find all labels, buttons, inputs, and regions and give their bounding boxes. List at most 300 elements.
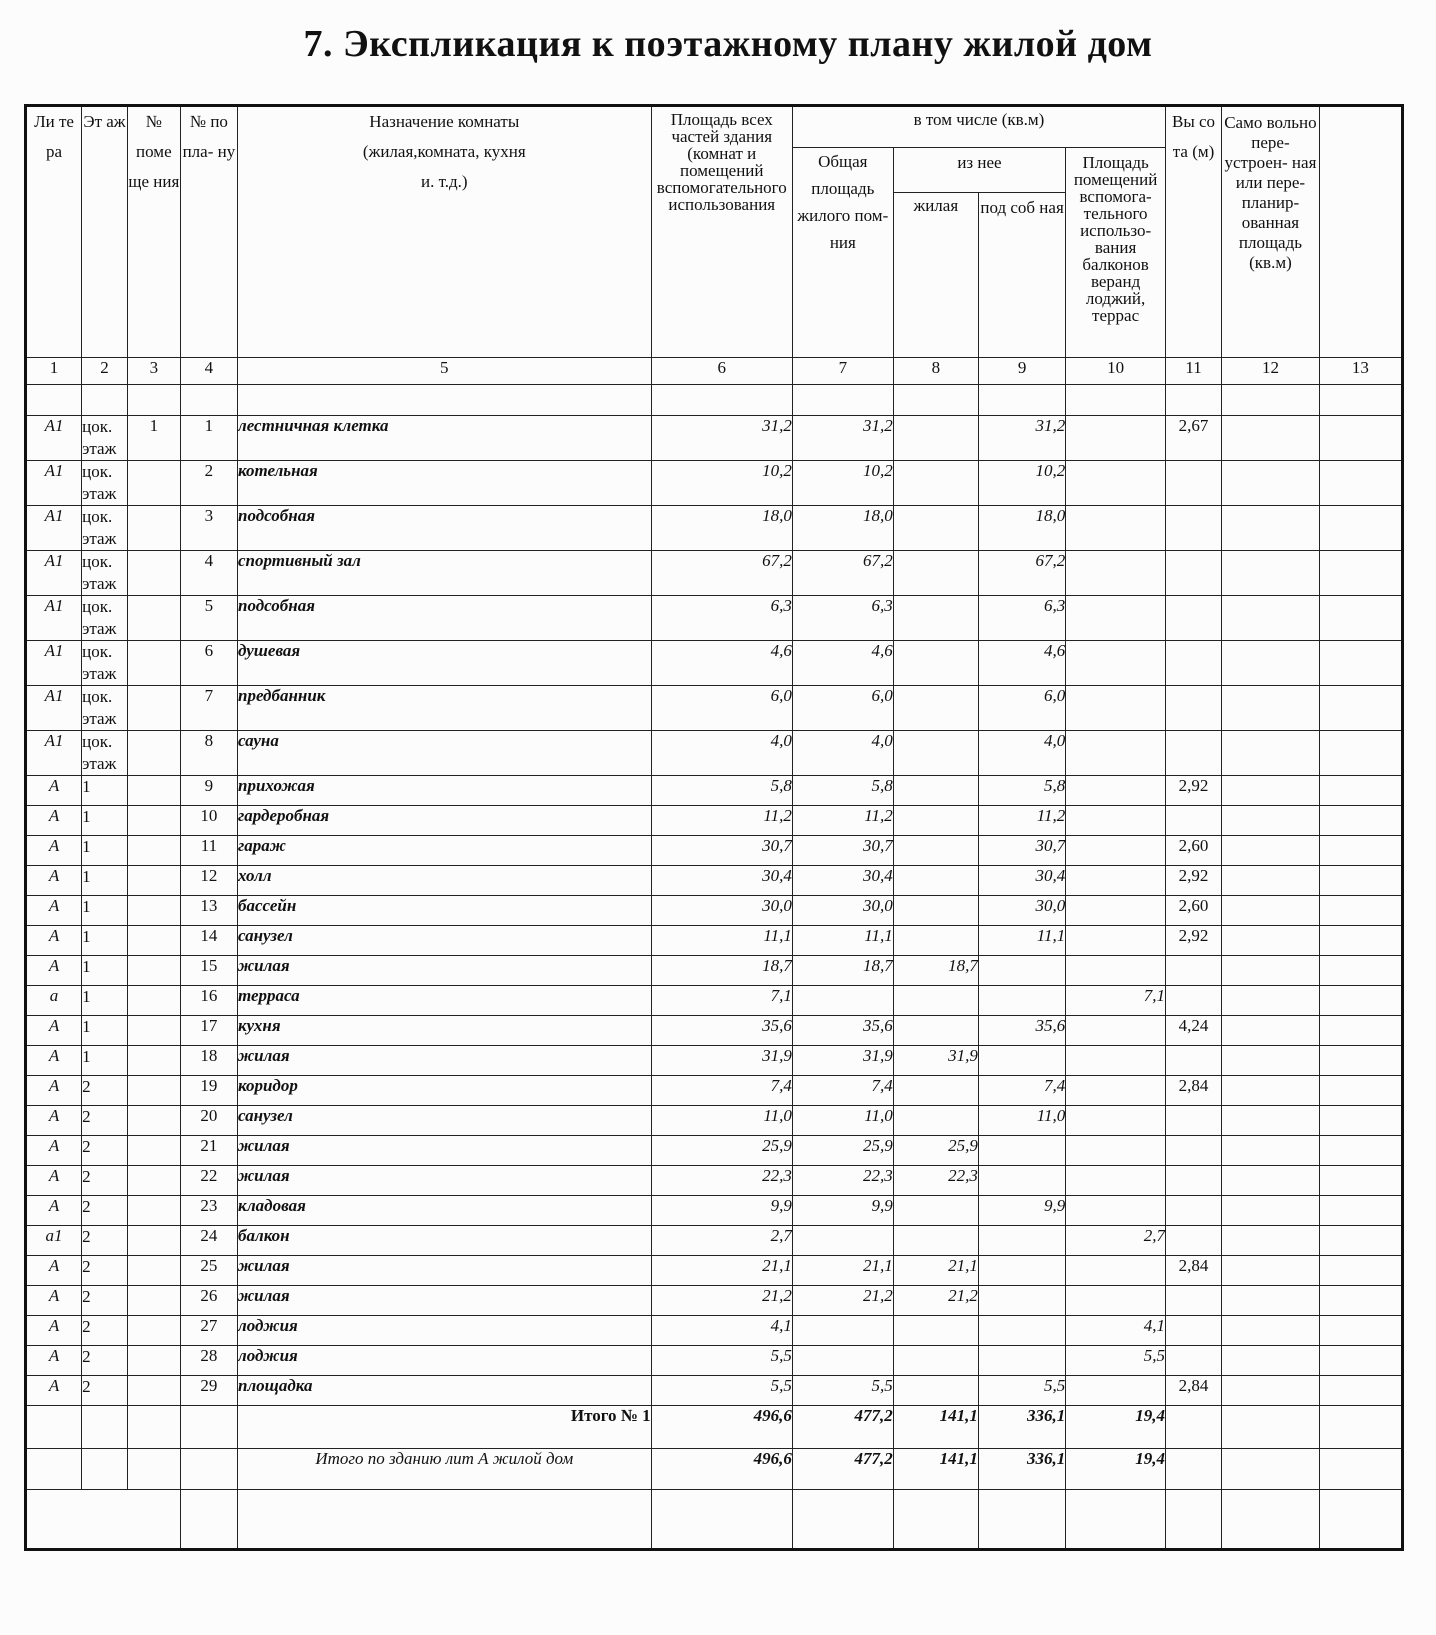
room-name-cell: жилая bbox=[237, 956, 651, 986]
total-area-cell: 22,3 bbox=[651, 1166, 792, 1196]
living-area-cell bbox=[893, 806, 978, 836]
etazh-cell: 2 bbox=[82, 1256, 128, 1286]
plan-number-cell: 10 bbox=[180, 806, 237, 836]
balcony-area-cell bbox=[1066, 1286, 1166, 1316]
replanned-area-cell bbox=[1222, 1166, 1320, 1196]
auxiliary-area-cell bbox=[978, 956, 1065, 986]
total-area-cell: 5,5 bbox=[651, 1376, 792, 1406]
litera-cell: A bbox=[26, 1316, 82, 1346]
living-area-cell bbox=[893, 1016, 978, 1046]
litera-cell: A bbox=[26, 1106, 82, 1136]
total-area-cell: 11,0 bbox=[651, 1106, 792, 1136]
col13-cell bbox=[1319, 1046, 1402, 1076]
balcony-area-cell bbox=[1066, 461, 1166, 506]
general-area-cell: 7,4 bbox=[792, 1076, 893, 1106]
etazh-cell: 2 bbox=[82, 1076, 128, 1106]
auxiliary-area-cell: 9,9 bbox=[978, 1196, 1065, 1226]
table-row bbox=[26, 1286, 1403, 1316]
general-area-cell: 30,0 bbox=[792, 896, 893, 926]
general-area-cell: 35,6 bbox=[792, 1016, 893, 1046]
blank-row bbox=[26, 385, 1403, 416]
column-number: 5 bbox=[237, 358, 651, 385]
total-area-cell: 18,7 bbox=[651, 956, 792, 986]
table-row bbox=[26, 641, 1403, 686]
building-total: 496,6 bbox=[651, 1449, 792, 1490]
litera-cell: A1 bbox=[26, 731, 82, 776]
col13-cell bbox=[1319, 1256, 1402, 1286]
balcony-area-cell: 7,1 bbox=[1066, 986, 1166, 1016]
col13-cell bbox=[1319, 956, 1402, 986]
living-area-cell bbox=[893, 596, 978, 641]
table-row bbox=[26, 806, 1403, 836]
total-area-cell: 25,9 bbox=[651, 1136, 792, 1166]
col13-cell bbox=[1319, 461, 1402, 506]
itogo-vspomogatelnaya: 19,4 bbox=[1066, 1406, 1166, 1449]
litera-cell: A bbox=[26, 836, 82, 866]
litera-cell: a bbox=[26, 986, 82, 1016]
etazh-cell: цок. этаж bbox=[82, 551, 128, 596]
header-col13 bbox=[1319, 106, 1402, 358]
pomeshchenie-cell: 1 bbox=[127, 416, 180, 461]
general-area-cell: 11,2 bbox=[792, 806, 893, 836]
col13-cell bbox=[1319, 776, 1402, 806]
total-area-cell: 7,4 bbox=[651, 1076, 792, 1106]
column-number: 6 bbox=[651, 358, 792, 385]
plan-number-cell: 12 bbox=[180, 866, 237, 896]
auxiliary-area-cell: 30,0 bbox=[978, 896, 1065, 926]
balcony-area-cell bbox=[1066, 596, 1166, 641]
plan-number-cell: 8 bbox=[180, 731, 237, 776]
room-name-cell: балкон bbox=[237, 1226, 651, 1256]
auxiliary-area-cell: 11,0 bbox=[978, 1106, 1065, 1136]
living-area-cell bbox=[893, 1226, 978, 1256]
etazh-cell: цок. этаж bbox=[82, 416, 128, 461]
itogo-zhilaya: 141,1 bbox=[893, 1406, 978, 1449]
balcony-area-cell bbox=[1066, 641, 1166, 686]
height-cell: 2,60 bbox=[1165, 896, 1221, 926]
building-podsobnaya: 336,1 bbox=[978, 1449, 1065, 1490]
room-name-cell: котельная bbox=[237, 461, 651, 506]
litera-cell: A bbox=[26, 1376, 82, 1406]
living-area-cell bbox=[893, 731, 978, 776]
replanned-area-cell bbox=[1222, 776, 1320, 806]
height-cell: 2,60 bbox=[1165, 836, 1221, 866]
litera-cell: A bbox=[26, 1016, 82, 1046]
etazh-cell: 2 bbox=[82, 1196, 128, 1226]
general-area-cell: 4,6 bbox=[792, 641, 893, 686]
height-cell bbox=[1165, 1316, 1221, 1346]
height-cell bbox=[1165, 641, 1221, 686]
auxiliary-area-cell: 11,2 bbox=[978, 806, 1065, 836]
living-area-cell bbox=[893, 866, 978, 896]
room-name-cell: душевая bbox=[237, 641, 651, 686]
total-area-cell: 35,6 bbox=[651, 1016, 792, 1046]
litera-cell: A1 bbox=[26, 461, 82, 506]
table-row bbox=[26, 956, 1403, 986]
living-area-cell: 21,2 bbox=[893, 1286, 978, 1316]
general-area-cell: 67,2 bbox=[792, 551, 893, 596]
height-cell bbox=[1165, 1286, 1221, 1316]
total-area-cell: 2,7 bbox=[651, 1226, 792, 1256]
auxiliary-area-cell: 11,1 bbox=[978, 926, 1065, 956]
pomeshchenie-cell bbox=[127, 776, 180, 806]
plan-number-cell: 13 bbox=[180, 896, 237, 926]
general-area-cell: 11,0 bbox=[792, 1106, 893, 1136]
col13-cell bbox=[1319, 1286, 1402, 1316]
total-area-cell: 21,1 bbox=[651, 1256, 792, 1286]
litera-cell: A1 bbox=[26, 416, 82, 461]
etazh-cell: цок. этаж bbox=[82, 641, 128, 686]
replanned-area-cell bbox=[1222, 731, 1320, 776]
pomeshchenie-cell bbox=[127, 926, 180, 956]
table-row bbox=[26, 416, 1403, 461]
room-name-cell: коридор bbox=[237, 1076, 651, 1106]
table-row bbox=[26, 1016, 1403, 1046]
living-area-cell: 22,3 bbox=[893, 1166, 978, 1196]
replanned-area-cell bbox=[1222, 1106, 1320, 1136]
table-row bbox=[26, 1376, 1403, 1406]
col13-cell bbox=[1319, 686, 1402, 731]
general-area-cell: 18,7 bbox=[792, 956, 893, 986]
auxiliary-area-cell bbox=[978, 986, 1065, 1016]
pomeshchenie-cell bbox=[127, 641, 180, 686]
litera-cell: A1 bbox=[26, 551, 82, 596]
header-naznachenie: Назначение комнаты (жилая,комната, кухня и. т.д.) bbox=[237, 106, 651, 358]
replanned-area-cell bbox=[1222, 641, 1320, 686]
height-cell bbox=[1165, 1166, 1221, 1196]
col13-cell bbox=[1319, 506, 1402, 551]
plan-number-cell: 17 bbox=[180, 1016, 237, 1046]
litera-cell: A1 bbox=[26, 641, 82, 686]
replanned-area-cell bbox=[1222, 1046, 1320, 1076]
col13-cell bbox=[1319, 1106, 1402, 1136]
auxiliary-area-cell: 7,4 bbox=[978, 1076, 1065, 1106]
pomeshchenie-cell bbox=[127, 596, 180, 641]
table-row bbox=[26, 836, 1403, 866]
pomeshchenie-cell bbox=[127, 836, 180, 866]
litera-cell: A bbox=[26, 1076, 82, 1106]
balcony-area-cell bbox=[1066, 836, 1166, 866]
table-row bbox=[26, 896, 1403, 926]
plan-number-cell: 21 bbox=[180, 1136, 237, 1166]
balcony-area-cell: 4,1 bbox=[1066, 1316, 1166, 1346]
height-cell: 2,84 bbox=[1165, 1076, 1221, 1106]
pomeshchenie-cell bbox=[127, 986, 180, 1016]
col13-cell bbox=[1319, 1166, 1402, 1196]
litera-cell: A bbox=[26, 1166, 82, 1196]
replanned-area-cell bbox=[1222, 1196, 1320, 1226]
general-area-cell: 31,9 bbox=[792, 1046, 893, 1076]
general-area-cell: 21,1 bbox=[792, 1256, 893, 1286]
header-zhilaya: жилая bbox=[893, 193, 978, 358]
empty-row bbox=[26, 1490, 1403, 1550]
general-area-cell: 5,8 bbox=[792, 776, 893, 806]
litera-cell: A bbox=[26, 776, 82, 806]
col13-cell bbox=[1319, 1316, 1402, 1346]
table-row bbox=[26, 506, 1403, 551]
total-area-cell: 18,0 bbox=[651, 506, 792, 551]
general-area-cell: 31,2 bbox=[792, 416, 893, 461]
litera-cell: A bbox=[26, 956, 82, 986]
total-area-cell: 9,9 bbox=[651, 1196, 792, 1226]
general-area-cell: 21,2 bbox=[792, 1286, 893, 1316]
header-v-tom-chisle: в том числе (кв.м) bbox=[792, 106, 1165, 148]
itogo-podsobnaya: 336,1 bbox=[978, 1406, 1065, 1449]
living-area-cell bbox=[893, 926, 978, 956]
height-cell: 2,92 bbox=[1165, 926, 1221, 956]
total-area-cell: 11,1 bbox=[651, 926, 792, 956]
col13-cell bbox=[1319, 1136, 1402, 1166]
replanned-area-cell bbox=[1222, 836, 1320, 866]
etazh-cell: 1 bbox=[82, 986, 128, 1016]
replanned-area-cell bbox=[1222, 1016, 1320, 1046]
column-number: 10 bbox=[1066, 358, 1166, 385]
room-name-cell: жилая bbox=[237, 1286, 651, 1316]
etazh-cell: 2 bbox=[82, 1166, 128, 1196]
balcony-area-cell bbox=[1066, 806, 1166, 836]
building-obshchaya: 477,2 bbox=[792, 1449, 893, 1490]
room-name-cell: кладовая bbox=[237, 1196, 651, 1226]
header-obshchaya: Общая площадь жилого пом-ния bbox=[792, 148, 893, 358]
table-row bbox=[26, 1196, 1403, 1226]
plan-number-cell: 2 bbox=[180, 461, 237, 506]
col13-cell bbox=[1319, 1226, 1402, 1256]
litera-cell: A bbox=[26, 1346, 82, 1376]
height-cell bbox=[1165, 551, 1221, 596]
itogo-label: Итого № 1 bbox=[237, 1406, 651, 1449]
room-name-cell: бассейн bbox=[237, 896, 651, 926]
table-row bbox=[26, 1256, 1403, 1286]
total-area-cell: 10,2 bbox=[651, 461, 792, 506]
general-area-cell: 9,9 bbox=[792, 1196, 893, 1226]
col13-cell bbox=[1319, 836, 1402, 866]
room-name-cell: гардеробная bbox=[237, 806, 651, 836]
auxiliary-area-cell: 18,0 bbox=[978, 506, 1065, 551]
living-area-cell bbox=[893, 986, 978, 1016]
pomeshchenie-cell bbox=[127, 1076, 180, 1106]
room-name-cell: площадка bbox=[237, 1376, 651, 1406]
etazh-cell: 1 bbox=[82, 806, 128, 836]
living-area-cell bbox=[893, 506, 978, 551]
column-number: 9 bbox=[978, 358, 1065, 385]
height-cell bbox=[1165, 1046, 1221, 1076]
total-area-cell: 21,2 bbox=[651, 1286, 792, 1316]
height-cell bbox=[1165, 806, 1221, 836]
living-area-cell bbox=[893, 686, 978, 731]
height-cell bbox=[1165, 986, 1221, 1016]
pomeshchenie-cell bbox=[127, 896, 180, 926]
replanned-area-cell bbox=[1222, 1346, 1320, 1376]
table-row bbox=[26, 1226, 1403, 1256]
plan-number-cell: 28 bbox=[180, 1346, 237, 1376]
etazh-cell: 1 bbox=[82, 866, 128, 896]
col13-cell bbox=[1319, 1196, 1402, 1226]
etazh-cell: 2 bbox=[82, 1106, 128, 1136]
building-total-label: Итого по зданию лит А жилой дом bbox=[237, 1449, 651, 1490]
pomeshchenie-cell bbox=[127, 1196, 180, 1226]
plan-number-cell: 15 bbox=[180, 956, 237, 986]
general-area-cell: 30,7 bbox=[792, 836, 893, 866]
etazh-cell: 2 bbox=[82, 1316, 128, 1346]
document-title: 7. Экспликация к поэтажному плану жилой дом bbox=[303, 23, 1153, 65]
table-row bbox=[26, 776, 1403, 806]
replanned-area-cell bbox=[1222, 956, 1320, 986]
etazh-cell: цок. этаж bbox=[82, 731, 128, 776]
auxiliary-area-cell: 4,0 bbox=[978, 731, 1065, 776]
balcony-area-cell bbox=[1066, 776, 1166, 806]
height-cell bbox=[1165, 1106, 1221, 1136]
room-name-cell: холл bbox=[237, 866, 651, 896]
header-vysota: Вы со та (м) bbox=[1165, 106, 1221, 358]
col13-cell bbox=[1319, 926, 1402, 956]
balcony-area-cell bbox=[1066, 956, 1166, 986]
general-area-cell bbox=[792, 1226, 893, 1256]
pomeshchenie-cell bbox=[127, 1166, 180, 1196]
column-number: 11 bbox=[1165, 358, 1221, 385]
plan-number-cell: 20 bbox=[180, 1106, 237, 1136]
plan-number-cell: 22 bbox=[180, 1166, 237, 1196]
room-name-cell: лестничная клетка bbox=[237, 416, 651, 461]
general-area-cell: 25,9 bbox=[792, 1136, 893, 1166]
table-row bbox=[26, 866, 1403, 896]
table-row bbox=[26, 926, 1403, 956]
general-area-cell: 18,0 bbox=[792, 506, 893, 551]
balcony-area-cell bbox=[1066, 896, 1166, 926]
etazh-cell: 2 bbox=[82, 1286, 128, 1316]
pomeshchenie-cell bbox=[127, 1106, 180, 1136]
pomeshchenie-cell bbox=[127, 1046, 180, 1076]
etazh-cell: 1 bbox=[82, 776, 128, 806]
plan-number-cell: 19 bbox=[180, 1076, 237, 1106]
living-area-cell: 18,7 bbox=[893, 956, 978, 986]
total-area-cell: 67,2 bbox=[651, 551, 792, 596]
auxiliary-area-cell: 6,0 bbox=[978, 686, 1065, 731]
total-area-cell: 31,9 bbox=[651, 1046, 792, 1076]
balcony-area-cell bbox=[1066, 686, 1166, 731]
pomeshchenie-cell bbox=[127, 1316, 180, 1346]
balcony-area-cell bbox=[1066, 1256, 1166, 1286]
replanned-area-cell bbox=[1222, 1226, 1320, 1256]
total-area-cell: 5,5 bbox=[651, 1346, 792, 1376]
balcony-area-cell bbox=[1066, 1196, 1166, 1226]
pomeshchenie-cell bbox=[127, 551, 180, 596]
auxiliary-area-cell: 67,2 bbox=[978, 551, 1065, 596]
balcony-area-cell bbox=[1066, 551, 1166, 596]
replanned-area-cell bbox=[1222, 596, 1320, 641]
pomeshchenie-cell bbox=[127, 1256, 180, 1286]
header-litera: Ли те ра bbox=[26, 106, 82, 358]
pomeshchenie-cell bbox=[127, 1286, 180, 1316]
plan-number-cell: 5 bbox=[180, 596, 237, 641]
auxiliary-area-cell bbox=[978, 1316, 1065, 1346]
general-area-cell bbox=[792, 1316, 893, 1346]
replanned-area-cell bbox=[1222, 461, 1320, 506]
room-name-cell: сауна bbox=[237, 731, 651, 776]
total-area-cell: 5,8 bbox=[651, 776, 792, 806]
col13-cell bbox=[1319, 866, 1402, 896]
table-row bbox=[26, 1316, 1403, 1346]
room-name-cell: терраса bbox=[237, 986, 651, 1016]
height-cell: 2,84 bbox=[1165, 1376, 1221, 1406]
column-number: 8 bbox=[893, 358, 978, 385]
auxiliary-area-cell: 10,2 bbox=[978, 461, 1065, 506]
room-name-cell: лоджия bbox=[237, 1346, 651, 1376]
plan-number-cell: 14 bbox=[180, 926, 237, 956]
col13-cell bbox=[1319, 1076, 1402, 1106]
room-name-cell: гараж bbox=[237, 836, 651, 866]
height-cell bbox=[1165, 1226, 1221, 1256]
living-area-cell: 31,9 bbox=[893, 1046, 978, 1076]
living-area-cell bbox=[893, 1076, 978, 1106]
pomeshchenie-cell bbox=[127, 806, 180, 836]
litera-cell: A bbox=[26, 806, 82, 836]
etazh-cell: 2 bbox=[82, 1376, 128, 1406]
table-row bbox=[26, 1346, 1403, 1376]
plan-number-cell: 16 bbox=[180, 986, 237, 1016]
balcony-area-cell bbox=[1066, 1106, 1166, 1136]
auxiliary-area-cell: 6,3 bbox=[978, 596, 1065, 641]
litera-cell: A bbox=[26, 1286, 82, 1316]
height-cell bbox=[1165, 1196, 1221, 1226]
height-cell bbox=[1165, 461, 1221, 506]
balcony-area-cell bbox=[1066, 731, 1166, 776]
room-name-cell: подсобная bbox=[237, 506, 651, 551]
replanned-area-cell bbox=[1222, 551, 1320, 596]
col13-cell bbox=[1319, 896, 1402, 926]
col13-cell bbox=[1319, 731, 1402, 776]
total-area-cell: 30,0 bbox=[651, 896, 792, 926]
col13-cell bbox=[1319, 806, 1402, 836]
total-area-cell: 4,1 bbox=[651, 1316, 792, 1346]
header-etazh: Эт аж bbox=[82, 106, 128, 358]
balcony-area-cell bbox=[1066, 416, 1166, 461]
plan-number-cell: 24 bbox=[180, 1226, 237, 1256]
auxiliary-area-cell: 31,2 bbox=[978, 416, 1065, 461]
col13-cell bbox=[1319, 416, 1402, 461]
balcony-area-cell: 2,7 bbox=[1066, 1226, 1166, 1256]
total-area-cell: 30,7 bbox=[651, 836, 792, 866]
table-row bbox=[26, 596, 1403, 641]
itogo-row bbox=[26, 1406, 1403, 1449]
room-name-cell: санузел bbox=[237, 1106, 651, 1136]
plan-number-cell: 23 bbox=[180, 1196, 237, 1226]
living-area-cell: 25,9 bbox=[893, 1136, 978, 1166]
total-area-cell: 30,4 bbox=[651, 866, 792, 896]
height-cell: 2,84 bbox=[1165, 1256, 1221, 1286]
living-area-cell bbox=[893, 776, 978, 806]
height-cell bbox=[1165, 1346, 1221, 1376]
auxiliary-area-cell bbox=[978, 1256, 1065, 1286]
total-area-cell: 6,3 bbox=[651, 596, 792, 641]
balcony-area-cell bbox=[1066, 866, 1166, 896]
col13-cell bbox=[1319, 596, 1402, 641]
building-vspomogatelnaya: 19,4 bbox=[1066, 1449, 1166, 1490]
col13-cell bbox=[1319, 641, 1402, 686]
pomeshchenie-cell bbox=[127, 956, 180, 986]
balcony-area-cell bbox=[1066, 1136, 1166, 1166]
litera-cell: A1 bbox=[26, 686, 82, 731]
pomeshchenie-cell bbox=[127, 461, 180, 506]
room-name-cell: спортивный зал bbox=[237, 551, 651, 596]
header-iz-nee: из нее bbox=[893, 148, 1065, 193]
auxiliary-area-cell bbox=[978, 1286, 1065, 1316]
column-number: 1 bbox=[26, 358, 82, 385]
total-area-cell: 4,6 bbox=[651, 641, 792, 686]
pomeshchenie-cell bbox=[127, 1226, 180, 1256]
litera-cell: a1 bbox=[26, 1226, 82, 1256]
etazh-cell: 2 bbox=[82, 1346, 128, 1376]
plan-number-cell: 9 bbox=[180, 776, 237, 806]
